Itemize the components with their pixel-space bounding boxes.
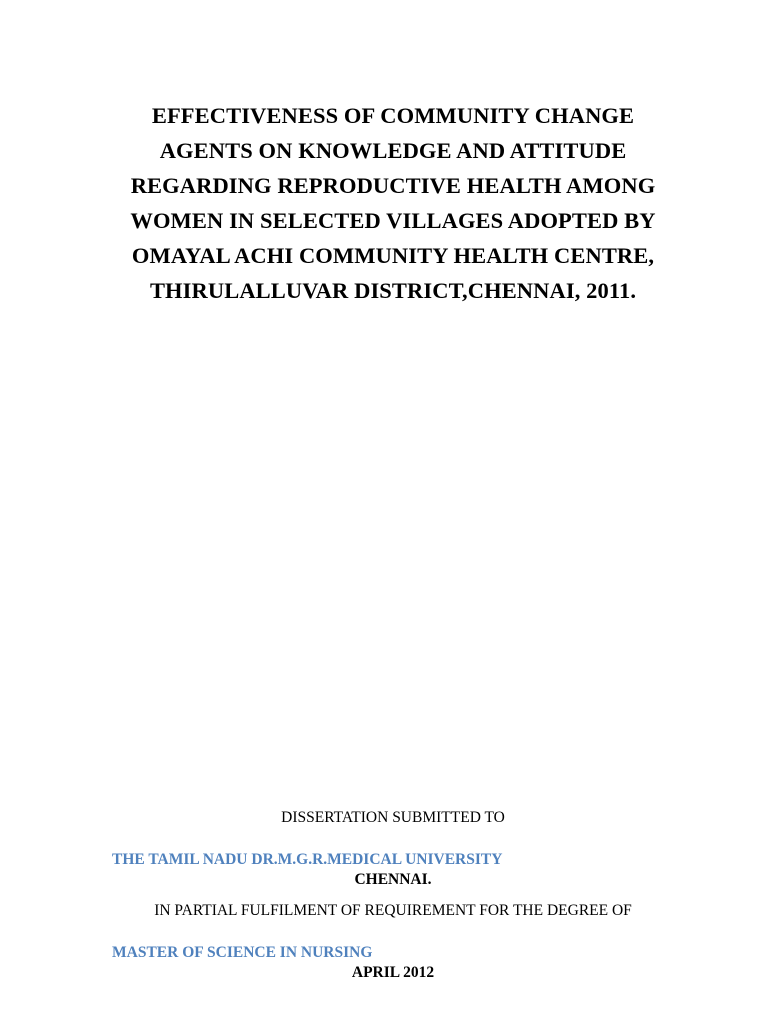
dissertation-title (0, 98, 768, 308)
title-line-4: WOMEN IN SELECTED VILLAGES ADOPTED BY (130, 208, 656, 233)
submitted-to-text: DISSERTATION SUBMITTED TO (281, 809, 505, 826)
title-line-2: AGENTS ON KNOWLEDGE AND ATTITUDE (159, 138, 627, 163)
title-line-6: THIRULALLUVAR DISTRICT,CHENNAI, 2011. (149, 278, 637, 303)
title-line-3: REGARDING REPRODUCTIVE HEALTH AMONG (130, 173, 656, 198)
title-line-1: EFFECTIVENESS OF COMMUNITY CHANGE (151, 103, 635, 128)
requirement-text: IN PARTIAL FULFILMENT OF REQUIREMENT FOR THE DEGREE OF (154, 902, 632, 919)
degree-name: MASTER OF SCIENCE IN NURSING (112, 944, 373, 961)
university-city: CHENNAI. (354, 871, 432, 888)
title-line-5: OMAYAL ACHI COMMUNITY HEALTH CENTRE, (131, 243, 655, 268)
submission-date: APRIL 2012 (351, 964, 435, 981)
university-name: THE TAMIL NADU DR.M.G.R.MEDICAL UNIVERSITY (112, 851, 503, 868)
